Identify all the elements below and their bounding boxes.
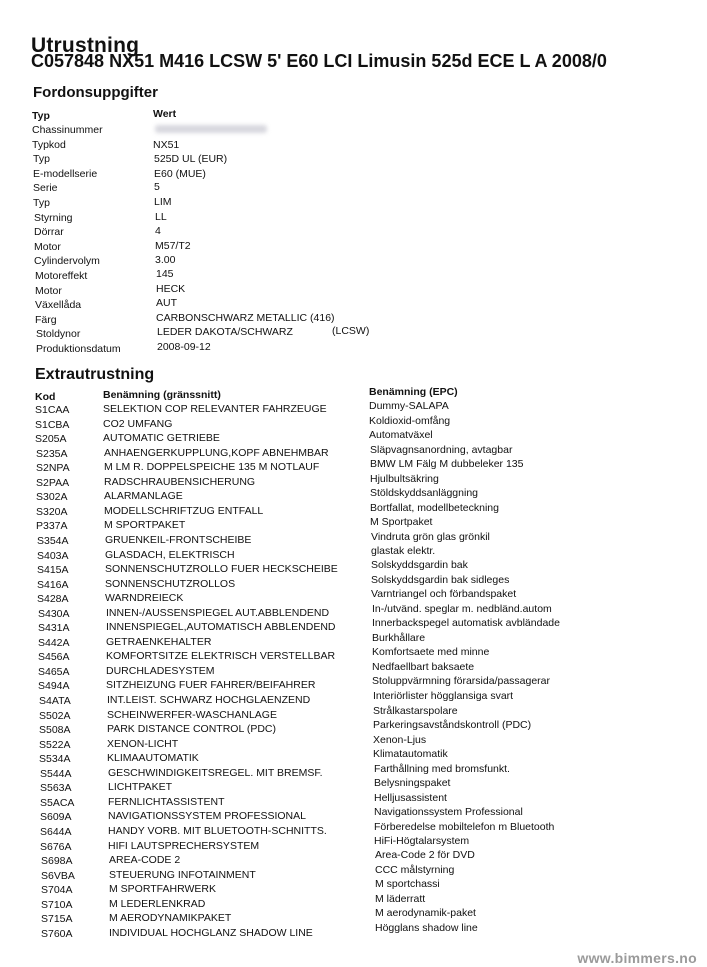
extras-row-code: S1CAA — [35, 404, 70, 416]
extras-row-code: S1CBA — [35, 418, 70, 431]
extras-row-name: MODELLSCHRIFTZUG ENTFALL — [104, 504, 264, 517]
extras-row-epc: Förberedelse mobiltelefon m Bluetooth — [374, 820, 555, 833]
extras-row-epc: Stoluppvärmning förarsida/passagerar — [372, 675, 551, 688]
extras-row-code: S494A — [38, 680, 70, 693]
extras-row-name: SELEKTION COP RELEVANTER FAHRZEUGE — [103, 403, 327, 415]
vehicle-row-value: M57/T2 — [155, 239, 191, 252]
extras-row-epc: Hjulbultsäkring — [370, 472, 439, 485]
vehicle-row-extra: (LCSW) — [332, 325, 370, 338]
extras-row-code: S456A — [38, 651, 70, 664]
extras-row-code: S760A — [41, 927, 73, 940]
extras-row-code: S698A — [41, 855, 73, 868]
vehicle-row-label: Produktionsdatum — [36, 343, 121, 355]
extras-row-code: S416A — [37, 578, 69, 591]
extras-row-epc: Klimatautomatik — [373, 748, 448, 761]
extras-row-code: S442A — [38, 636, 70, 649]
vehicle-row-label: Växellåda — [35, 299, 82, 312]
extras-row-code: S544A — [40, 767, 72, 780]
extras-row-code: S465A — [38, 665, 70, 678]
extras-row-name: XENON-LICHT — [107, 737, 179, 750]
extras-row-name: FERNLICHTASSISTENT — [108, 795, 225, 808]
vehicle-row-label: Dörrar — [34, 226, 64, 239]
extras-row-epc: Xenon-Ljus — [373, 733, 427, 746]
extras-row-epc: BMW LM Fälg M dubbeleker 135 — [370, 458, 524, 471]
extras-row-code: S5ACA — [40, 796, 75, 809]
extras-row-name: AUTOMATIC GETRIEBE — [103, 432, 220, 445]
vehicle-row-value: 2008-09-12 — [157, 341, 211, 353]
extras-row-epc: Vindruta grön glas grönkil — [371, 530, 490, 543]
extras-row-epc: Solskyddsgardin bak sidleges — [371, 573, 510, 586]
vehicle-row-label: E-modellserie — [33, 167, 98, 180]
vehicle-header-type: Typ — [32, 110, 50, 122]
extras-row-name: INNEN-/AUSSENSPIEGEL AUT.ABBLENDEND — [106, 606, 330, 619]
extras-header-epc: Benämning (EPC) — [369, 386, 458, 398]
extras-row-code: S403A — [37, 549, 69, 562]
extras-row-epc: Interiörlister högglansiga svart — [373, 690, 514, 702]
vehicle-row-value: CARBONSCHWARZ METALLIC (416) — [156, 311, 335, 324]
extras-row-name: LICHTPAKET — [108, 781, 172, 794]
extras-row-epc: In-/utvänd. speglar m. nedbländ.autom — [372, 602, 552, 615]
extras-row-epc: Koldioxid-omfång — [369, 414, 451, 427]
extras-row-epc: Släpvagnsanordning, avtagbar — [370, 443, 513, 456]
extras-row-name: WARNDREIECK — [105, 592, 184, 605]
extras-row-code: S205A — [35, 433, 67, 446]
vehicle-row-label: Motor — [34, 240, 61, 253]
vehicle-row-label: Motor — [35, 284, 62, 297]
extras-row-code: S428A — [37, 593, 69, 606]
extras-row-code: S2NPA — [36, 462, 70, 475]
extras-row-epc: M sportchassi — [375, 878, 440, 891]
extras-row-epc: Stöldskyddsanläggning — [370, 487, 478, 500]
extras-row-name: M SPORTPAKET — [104, 519, 186, 532]
extras-row-name: M LEDERLENKRAD — [109, 897, 206, 910]
extras-row-epc: Bortfallat, modellbeteckning — [370, 501, 499, 514]
extras-row-name: INDIVIDUAL HOCHGLANZ SHADOW LINE — [109, 926, 313, 939]
vehicle-section-heading: Fordonsuppgifter — [33, 84, 158, 101]
extras-row-name: CO2 UMFANG — [103, 417, 173, 430]
extras-row-code: P337A — [36, 520, 68, 533]
vehicle-row-value: 3.00 — [155, 254, 176, 267]
extras-row-code: S644A — [40, 825, 72, 838]
extras-section-heading: Extrautrustning — [35, 366, 155, 383]
watermark: www.bimmers.no — [577, 950, 697, 966]
extras-row-name: M SPORTFAHRWERK — [109, 883, 216, 896]
extras-row-epc: M Sportpaket — [370, 516, 433, 529]
extras-row-code: S704A — [41, 884, 73, 897]
vehicle-row-value: 4 — [155, 225, 161, 238]
extras-row-code: S4ATA — [39, 695, 71, 707]
extras-row-code: S235A — [36, 447, 68, 460]
vehicle-row-value: LEDER DAKOTA/SCHWARZ — [157, 326, 293, 339]
extras-row-epc: Innerbackspegel automatisk avbländade — [372, 617, 560, 630]
extras-row-code: S676A — [40, 840, 72, 853]
extras-row-code: S522A — [39, 738, 71, 751]
extras-row-code: S715A — [41, 913, 73, 926]
extras-row-name: KLIMAAUTOMATIK — [107, 752, 199, 765]
extras-row-epc: Parkeringsavståndskontroll (PDC) — [373, 719, 532, 732]
extras-row-epc: glastak elektr. — [371, 544, 436, 557]
extras-row-code: S6VBA — [41, 869, 75, 882]
extras-row-name: PARK DISTANCE CONTROL (PDC) — [107, 723, 276, 736]
extras-row-name: KOMFORTSITZE ELEKTRISCH VERSTELLBAR — [106, 650, 336, 663]
vehicle-row-label: Typ — [33, 153, 50, 166]
extras-row-epc: Burkhållare — [372, 631, 426, 644]
extras-row-name: INNENSPIEGEL,AUTOMATISCH ABBLENDEND — [106, 621, 336, 634]
vehicle-row-value: LIM — [154, 196, 172, 208]
extras-row-code: S354A — [37, 534, 69, 547]
extras-row-epc: Helljusassistent — [374, 791, 447, 804]
vehicle-row-value: 145 — [156, 268, 174, 280]
vehicle-row-label: Stoldynor — [36, 328, 81, 341]
extras-row-code: S563A — [40, 782, 72, 795]
vehicle-row-value: NX51 — [153, 138, 180, 151]
extras-row-name: ALARMANLAGE — [104, 490, 183, 503]
extras-row-code: S609A — [40, 811, 72, 824]
extras-row-name: M LM R. DOPPELSPEICHE 135 M NOTLAUF — [104, 461, 320, 474]
extras-row-epc: Area-Code 2 för DVD — [375, 849, 475, 862]
extras-row-code: S502A — [39, 709, 71, 722]
extras-row-epc: Farthållning med bromsfunkt. — [374, 762, 510, 775]
extras-row-epc: Automatväxel — [369, 429, 433, 442]
extras-row-epc: Dummy-SALAPA — [369, 400, 449, 412]
extras-row-epc: Belysningspaket — [374, 777, 451, 790]
document-subtitle: C057848 NX51 M416 LCSW 5' E60 LCI Limusin 525d ECE L A 2008/0 — [31, 51, 607, 71]
vehicle-row-value: 525D UL (EUR) — [154, 153, 228, 166]
redacted-chassis-number — [155, 125, 267, 133]
extras-row-name: SITZHEIZUNG FUER FAHRER/BEIFAHRER — [106, 679, 316, 692]
extras-header-interface: Benämning (gränssnitt) — [103, 389, 221, 401]
extras-row-epc: Strålkastarspolare — [373, 704, 458, 717]
vehicle-row-value: HECK — [156, 282, 186, 295]
extras-row-name: ANHAENGERKUPPLUNG,KOPF ABNEHMBAR — [104, 446, 329, 459]
extras-row-epc: Navigationssystem Professional — [374, 806, 523, 819]
extras-row-code: S710A — [41, 898, 73, 911]
extras-row-epc: Solskyddsgardin bak — [371, 559, 468, 572]
extras-row-name: GESCHWINDIGKEITSREGEL. MIT BREMSF. — [108, 766, 323, 779]
extras-row-name: GLASDACH, ELEKTRISCH — [105, 548, 235, 561]
extras-row-code: S430A — [38, 607, 70, 620]
extras-row-code: S415A — [37, 564, 69, 577]
extras-row-name: M AERODYNAMIKPAKET — [109, 912, 232, 925]
extras-row-name: HANDY VORB. MIT BLUETOOTH-SCHNITTS. — [108, 824, 327, 837]
extras-row-name: GETRAENKEHALTER — [106, 635, 212, 648]
vehicle-row-label: Färg — [35, 313, 57, 326]
extras-row-name: NAVIGATIONSSYSTEM PROFESSIONAL — [108, 810, 306, 823]
vehicle-row-label: Styrning — [34, 211, 73, 224]
extras-row-name: STEUERUNG INFOTAINMENT — [109, 868, 256, 881]
extras-row-code: S508A — [39, 724, 71, 737]
vehicle-row-label: Cylindervolym — [34, 255, 100, 268]
extras-row-code: S431A — [38, 622, 70, 635]
extras-row-epc: Högglans shadow line — [375, 921, 478, 934]
extras-row-epc: Varntriangel och förbandspaket — [371, 588, 517, 601]
extras-row-epc: Nedfaellbart baksaete — [372, 660, 475, 673]
vehicle-row-label: Chassinummer — [32, 124, 103, 136]
extras-row-code: S2PAA — [36, 476, 70, 489]
extras-row-epc: Komfortsaete med minne — [372, 646, 490, 659]
extras-row-name: SCHEINWERFER-WASCHANLAGE — [107, 708, 277, 721]
vehicle-row-label: Typkod — [32, 138, 66, 151]
vehicle-row-label: Serie — [33, 182, 58, 195]
extras-row-epc: HiFi-Högtalarsystem — [374, 834, 470, 847]
vehicle-row-label: Motoreffekt — [35, 270, 88, 282]
extras-row-epc: CCC målstyrning — [375, 863, 455, 876]
vehicle-header-value: Wert — [153, 108, 177, 120]
extras-row-code: S320A — [36, 505, 68, 518]
extras-row-code: S302A — [36, 491, 68, 504]
extras-row-epc: M aerodynamik-paket — [375, 907, 476, 920]
extras-row-name: SONNENSCHUTZROLLO FUER HECKSCHEIBE — [105, 563, 338, 576]
extras-row-name: AREA-CODE 2 — [109, 854, 181, 867]
extras-row-name: INT.LEIST. SCHWARZ HOCHGLAENZEND — [107, 694, 311, 706]
extras-row-epc: M läderratt — [375, 892, 426, 905]
extras-header-code: Kod — [35, 391, 56, 403]
vehicle-row-label: Typ — [33, 197, 50, 209]
vehicle-row-value: 5 — [154, 181, 160, 194]
vehicle-row-value: AUT — [156, 297, 177, 310]
extras-row-name: DURCHLADESYSTEM — [106, 664, 215, 677]
extras-row-name: RADSCHRAUBENSICHERUNG — [104, 475, 256, 488]
extras-row-name: HIFI LAUTSPRECHERSYSTEM — [108, 839, 260, 852]
extras-row-code: S534A — [39, 753, 71, 766]
extras-row-name: SONNENSCHUTZROLLOS — [105, 577, 236, 590]
vehicle-row-value: LL — [155, 210, 167, 223]
document-title: Utrustning — [31, 34, 140, 57]
extras-row-name: GRUENKEIL-FRONTSCHEIBE — [105, 533, 252, 546]
vehicle-row-value: E60 (MUE) — [154, 167, 206, 180]
